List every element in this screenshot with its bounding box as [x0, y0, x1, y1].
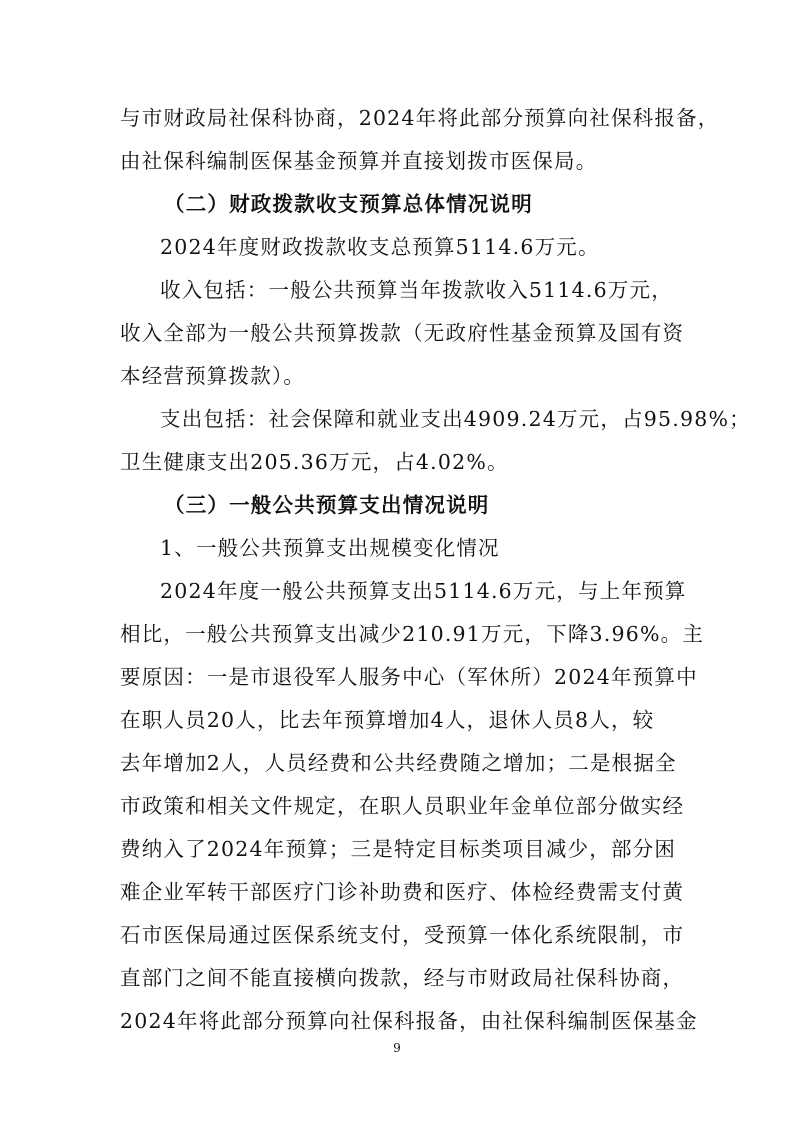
- body-line: 直部门之间不能直接横向拨款，经与市财政局社保科协商，: [120, 966, 685, 990]
- page-number: 9: [393, 1041, 401, 1055]
- body-line: 收入包括：一般公共预算当年拨款收入5114.6万元，: [160, 278, 673, 302]
- body-line: 支出包括：社会保障和就业支出4909.24万元，占95.98%；: [160, 407, 751, 431]
- body-line: 要原因：一是市退役军人服务中心（军休所）2024年预算中: [120, 665, 698, 689]
- body-line: 市政策和相关文件规定，在职人员职业年金单位部分做实经: [120, 794, 685, 818]
- body-line: 与市财政局社保科协商，2024年将此部分预算向社保科报备，: [120, 106, 720, 130]
- body-line: 2024年将此部分预算向社保科报备，由社保科编制医保基金: [120, 1009, 698, 1033]
- body-line: 去年增加2人，人员经费和公共经费随之增加；二是根据全: [120, 751, 677, 775]
- sub-heading: 1、一般公共预算支出规模变化情况: [160, 536, 500, 560]
- body-line: 本经营预算拨款）。: [120, 364, 306, 388]
- section-heading: （三）一般公共预算支出情况说明: [164, 493, 490, 517]
- body-line: 2024年度一般公共预算支出5114.6万元，与上年预算: [160, 579, 687, 603]
- body-line: 收入全部为一般公共预算拨款（无政府性基金预算及国有资: [120, 321, 685, 345]
- body-line: 在职人员20人，比去年预算增加4人，退休人员8人，较: [120, 708, 655, 732]
- section-heading: （二）财政拨款收支预算总体情况说明: [164, 192, 533, 216]
- body-line: 卫生健康支出205.36万元，占4.02%。: [120, 450, 509, 474]
- body-line: 费纳入了2024年预算；三是特定目标类项目减少，部分困: [120, 837, 677, 861]
- body-line: 由社保科编制医保基金预算并直接划拨市医保局。: [120, 149, 598, 173]
- body-line: 2024年度财政拨款收支总预算5114.6万元。: [160, 235, 600, 259]
- body-line: 难企业军转干部医疗门诊补助费和医疗、体检经费需支付黄: [120, 880, 685, 904]
- body-line: 石市医保局通过医保系统支付，受预算一体化系统限制，市: [120, 923, 685, 947]
- body-line: 相比，一般公共预算支出减少210.91万元，下降3.96%。主: [120, 622, 705, 646]
